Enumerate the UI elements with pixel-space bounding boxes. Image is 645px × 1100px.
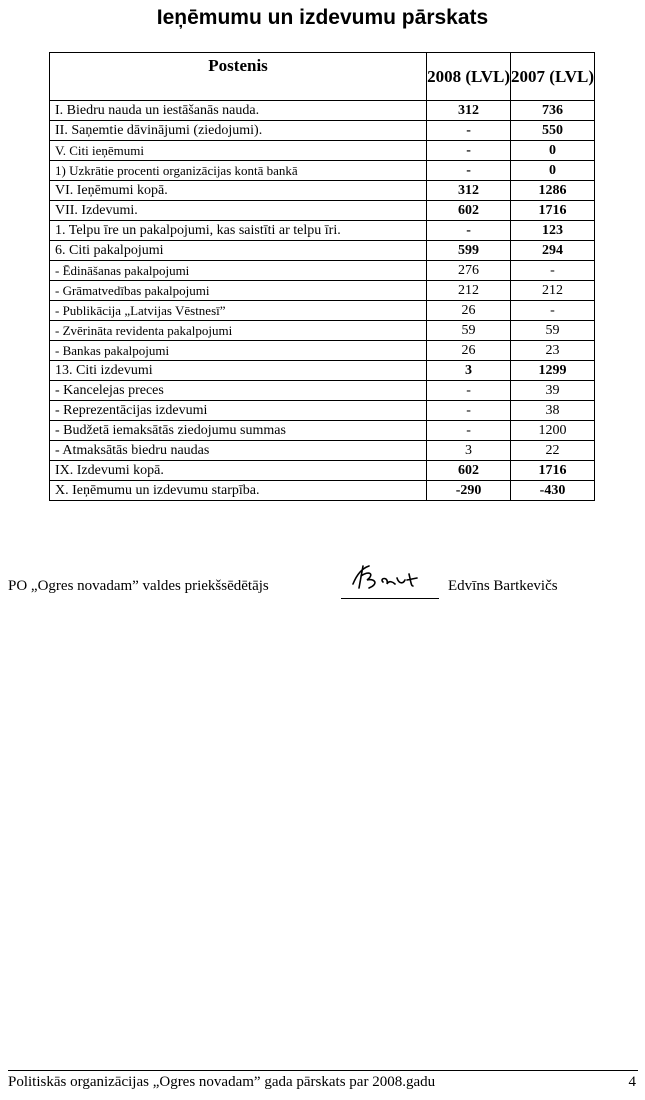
row-label: V. Citi ieņēmumi bbox=[50, 141, 427, 161]
row-value-2008: 212 bbox=[427, 281, 511, 301]
page-title: Ieņēmumu un izdevumu pārskats bbox=[156, 6, 489, 29]
row-value-2007: 212 bbox=[511, 281, 595, 301]
row-value-2007: 1716 bbox=[511, 201, 595, 221]
row-value-2007: - bbox=[511, 261, 595, 281]
row-value-2008: 276 bbox=[427, 261, 511, 281]
row-label: 13. Citi izdevumi bbox=[50, 361, 427, 381]
row-label: - Budžetā iemaksātās ziedojumu summas bbox=[50, 421, 427, 441]
row-value-2007: 736 bbox=[511, 101, 595, 121]
row-label: X. Ieņēmumu un izdevumu starpība. bbox=[50, 481, 427, 501]
row-value-2008: - bbox=[427, 141, 511, 161]
table-row bbox=[50, 361, 595, 381]
row-value-2007: 38 bbox=[511, 401, 595, 421]
table-row bbox=[50, 481, 595, 501]
row-value-2008: 602 bbox=[427, 201, 511, 221]
row-value-2007: 23 bbox=[511, 341, 595, 361]
table-row bbox=[50, 261, 595, 281]
row-value-2008: 3 bbox=[427, 361, 511, 381]
row-label: - Reprezentācijas izdevumi bbox=[50, 401, 427, 421]
row-label: - Grāmatvedības pakalpojumi bbox=[50, 281, 427, 301]
row-value-2007: 1200 bbox=[511, 421, 595, 441]
table-row bbox=[50, 121, 595, 141]
row-label: 6. Citi pakalpojumi bbox=[50, 241, 427, 261]
table-row bbox=[50, 421, 595, 441]
row-value-2007: 22 bbox=[511, 441, 595, 461]
row-value-2007: 1286 bbox=[511, 181, 595, 201]
table-row bbox=[50, 301, 595, 321]
row-value-2008: - bbox=[427, 421, 511, 441]
table-row bbox=[50, 141, 595, 161]
row-label: II. Saņemtie dāvinājumi (ziedojumi). bbox=[50, 121, 427, 141]
row-value-2008: - bbox=[427, 381, 511, 401]
row-value-2008: - bbox=[427, 401, 511, 421]
row-value-2008: 312 bbox=[427, 181, 511, 201]
row-value-2007: -430 bbox=[511, 481, 595, 501]
row-label: VI. Ieņēmumi kopā. bbox=[50, 181, 427, 201]
row-label: - Bankas pakalpojumi bbox=[50, 341, 427, 361]
row-value-2007: 39 bbox=[511, 381, 595, 401]
signature-line bbox=[341, 598, 439, 599]
row-value-2008: 3 bbox=[427, 441, 511, 461]
row-value-2008: 602 bbox=[427, 461, 511, 481]
row-value-2007: 0 bbox=[511, 161, 595, 181]
table-row bbox=[50, 401, 595, 421]
row-label: - Publikācija „Latvijas Vēstnesī” bbox=[50, 301, 427, 321]
row-label: 1. Telpu īre un pakalpojumi, kas saistīti ar telpu īri. bbox=[50, 221, 427, 241]
row-label: - Kancelejas preces bbox=[50, 381, 427, 401]
row-label: I. Biedru nauda un iestāšanās nauda. bbox=[50, 101, 427, 121]
table-row bbox=[50, 281, 595, 301]
income-expense-table bbox=[49, 52, 595, 501]
page-number: 4 bbox=[628, 1074, 636, 1090]
table-row bbox=[50, 461, 595, 481]
row-value-2008: 312 bbox=[427, 101, 511, 121]
row-value-2008: 26 bbox=[427, 301, 511, 321]
table-row bbox=[50, 101, 595, 121]
signer-name: Edvīns Bartkevičs bbox=[448, 578, 558, 594]
footer-text: Politiskās organizācijas „Ogres novadam” gada pārskats par 2008.gadu bbox=[8, 1074, 436, 1090]
row-value-2008: - bbox=[427, 161, 511, 181]
row-label: - Zvērināta revidenta pakalpojumi bbox=[50, 321, 427, 341]
row-value-2008: - bbox=[427, 221, 511, 241]
row-label: - Atmaksātās biedru naudas bbox=[50, 441, 427, 461]
table-row bbox=[50, 181, 595, 201]
table-row bbox=[50, 341, 595, 361]
row-label: - Ēdināšanas pakalpojumi bbox=[50, 261, 427, 281]
row-label: 1) Uzkrātie procenti organizācijas kontā bankā bbox=[50, 161, 427, 181]
table-row bbox=[50, 201, 595, 221]
row-label: VII. Izdevumi. bbox=[50, 201, 427, 221]
row-value-2008: - bbox=[427, 121, 511, 141]
table-row bbox=[50, 241, 595, 261]
table-row bbox=[50, 381, 595, 401]
table-header-row bbox=[50, 53, 595, 101]
header-item: Postenis bbox=[50, 53, 427, 101]
row-label: IX. Izdevumi kopā. bbox=[50, 461, 427, 481]
handwritten-signature bbox=[339, 560, 439, 596]
signer-role: PO „Ogres novadam” valdes priekšsēdētājs bbox=[8, 578, 269, 594]
footer-divider bbox=[8, 1070, 638, 1071]
table-row bbox=[50, 221, 595, 241]
row-value-2007: 1299 bbox=[511, 361, 595, 381]
row-value-2008: 26 bbox=[427, 341, 511, 361]
row-value-2007: 123 bbox=[511, 221, 595, 241]
row-value-2008: -290 bbox=[427, 481, 511, 501]
row-value-2008: 599 bbox=[427, 241, 511, 261]
header-2008: 2008 (LVL) bbox=[427, 53, 511, 101]
table-row bbox=[50, 321, 595, 341]
row-value-2008: 59 bbox=[427, 321, 511, 341]
row-value-2007: 59 bbox=[511, 321, 595, 341]
row-value-2007: 0 bbox=[511, 141, 595, 161]
row-value-2007: 294 bbox=[511, 241, 595, 261]
table-row bbox=[50, 161, 595, 181]
row-value-2007: 550 bbox=[511, 121, 595, 141]
table-row bbox=[50, 441, 595, 461]
row-value-2007: - bbox=[511, 301, 595, 321]
row-value-2007: 1716 bbox=[511, 461, 595, 481]
header-2007: 2007 (LVL) bbox=[511, 53, 595, 101]
table-body bbox=[50, 101, 595, 501]
